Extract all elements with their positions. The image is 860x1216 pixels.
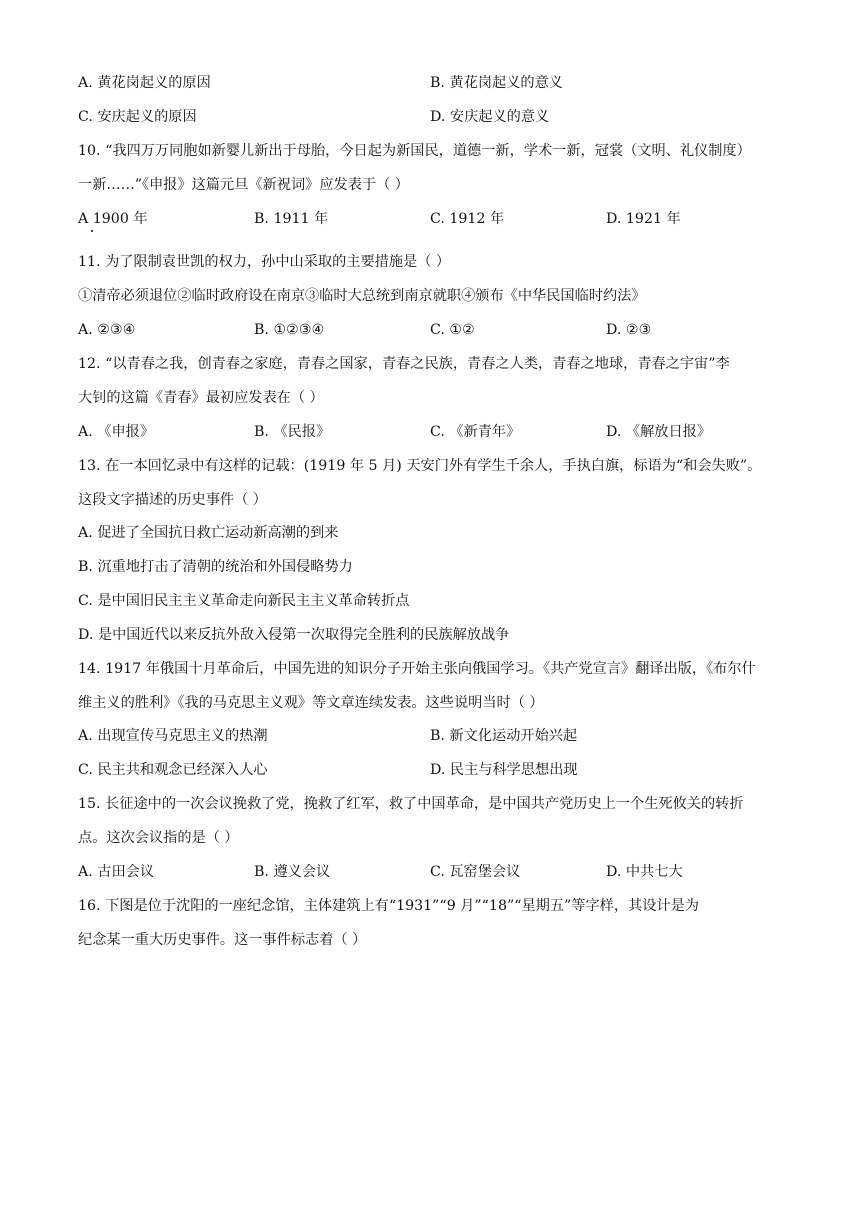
q10-option-b: B. 1911 年 (254, 211, 329, 227)
q10-option-d: D. 1921 年 (606, 211, 681, 227)
q9-option-a: A. 黄花岗起义的原因 (78, 75, 211, 91)
q14-option-c: C. 民主共和观念已经深入人心 (78, 762, 268, 778)
q11-option-c: C. ①② (430, 322, 475, 338)
q11-option-d: D. ②③ (606, 322, 652, 338)
q15-option-b: B. 遵义会议 (254, 864, 331, 880)
q10-option-a: A 1900 年 (78, 211, 148, 227)
q16-stem-line-2: 纪念某一重大历史事件。这一事件标志着（ ） (78, 932, 367, 948)
q13-option-c: C. 是中国旧民主主义革命走向新民主主义革命转折点 (78, 593, 410, 609)
q15-option-c: C. 瓦窑堡会议 (430, 864, 521, 880)
q16-stem-line-1: 16. 下图是位于沈阳的一座纪念馆，主体建筑上有“1931”“9 月”“18”“星期五”等字样，其设计是为 (78, 898, 699, 914)
q13-option-d: D. 是中国近代以来反抗外敌入侵第一次取得完全胜利的民族解放战争 (78, 627, 510, 643)
q13-stem-line-2: 这段文字描述的历史事件（ ） (78, 492, 267, 508)
q14-stem-line-2: 维主义的胜利》《我的马克思主义观》等文章连续发表。这些说明当时（ ） (78, 695, 544, 711)
q15-option-a: A. 古田会议 (78, 864, 155, 880)
q11-option-b: B. ①②③④ (254, 322, 325, 338)
q14-stem-line-1: 14. 1917 年俄国十月革命后，中国先进的知识分子开始主张向俄国学习。《共产党宣言》翻译出版，《布尔什 (78, 661, 756, 677)
q14-option-b: B. 新文化运动开始兴起 (430, 728, 578, 744)
q12-option-b: B. 《民报》 (254, 424, 331, 440)
q9-option-c: C. 安庆起义的原因 (78, 109, 197, 125)
q13-option-b: B. 沉重地打击了清朝的统治和外国侵略势力 (78, 559, 353, 575)
q14-option-a: A. 出现宣传马克思主义的热潮 (78, 728, 268, 744)
q15-option-d: D. 中共七大 (606, 864, 683, 880)
q10-stem-line-2: 一新……”《申报》这篇元旦《新祝词》应发表于（ ） (78, 177, 409, 193)
q10-option-c: C. 1912 年 (430, 211, 505, 227)
stray-dot-mark (91, 230, 93, 232)
q11-option-a: A. ②③④ (78, 322, 136, 338)
q12-stem-line-1: 12. “以青春之我，创青春之家庭，青春之国家，青春之民族，青春之人类，青春之地球，青春之宇宙”李 (78, 356, 730, 372)
q9-option-d: D. 安庆起义的意义 (430, 109, 550, 125)
q13-stem-line-1: 13. 在一本回忆录中有这样的记载：(1919 年 5 月) 天安门外有学生千余人，手执白旗，标语为“和会失败”。 (78, 458, 762, 474)
q15-stem-line-2: 点。这次会议指的是（ ） (78, 830, 239, 846)
q10-stem-line-1: 10. “我四万万同胞如新婴儿新出于母胎，今日起为新国民，道德一新，学术一新，冠裳（文明、礼仪制度） (78, 143, 751, 159)
q12-option-d: D. 《解放日报》 (606, 424, 712, 440)
q12-option-c: C. 《新青年》 (430, 424, 521, 440)
q13-option-a: A. 促进了全国抗日救亡运动新高潮的到来 (78, 525, 339, 541)
q12-option-a: A. 《申报》 (78, 424, 155, 440)
q9-option-b: B. 黄花岗起义的意义 (430, 75, 563, 91)
q15-stem-line-1: 15. 长征途中的一次会议挽救了党，挽救了红军，救了中国革命，是中国共产党历史上一个生死攸关的转折 (78, 796, 744, 812)
q14-option-d: D. 民主与科学思想出现 (430, 762, 578, 778)
q11-stem-line-2: ①清帝必须退位②临时政府设在南京③临时大总统到南京就职④颁布《中华民国临时约法》 (78, 288, 646, 304)
q12-stem-line-2: 大钊的这篇《青春》最初应发表在（ ） (78, 390, 324, 406)
q11-stem-line-1: 11. 为了限制袁世凯的权力，孙中山采取的主要措施是（ ） (78, 254, 451, 270)
